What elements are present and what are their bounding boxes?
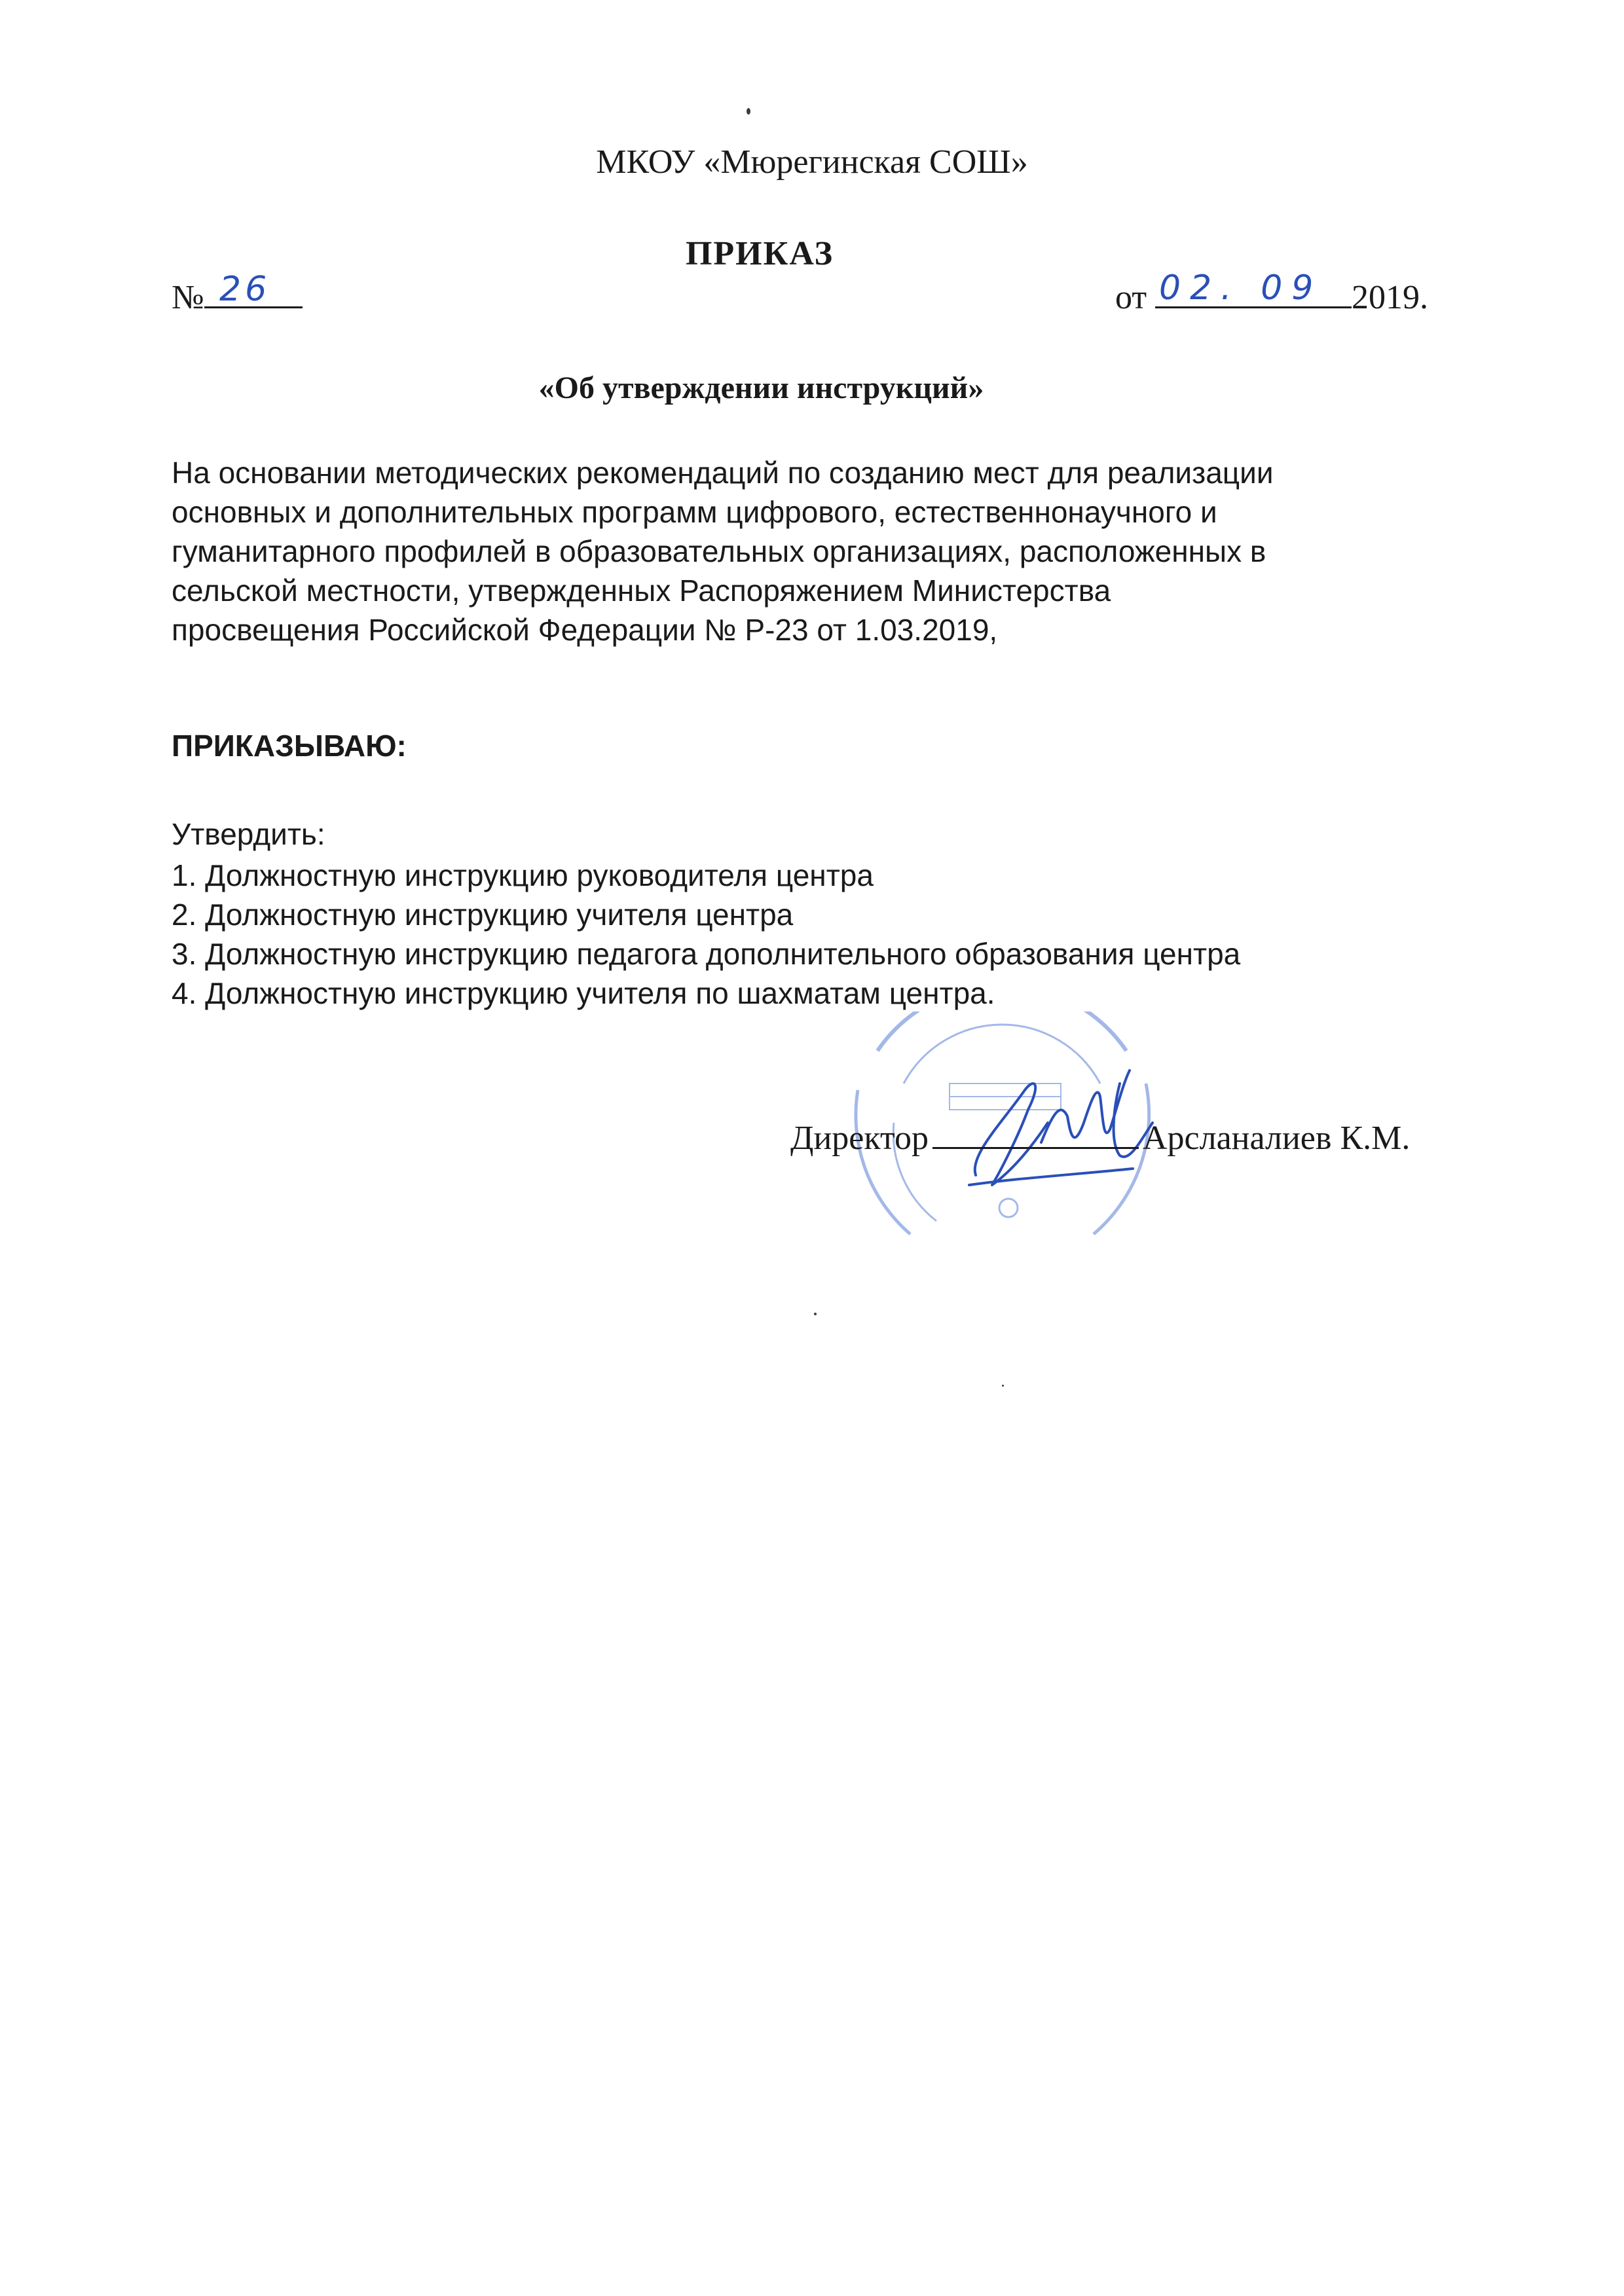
- approved-items-list: [172, 856, 1240, 1013]
- list-item: 2. Должностную инструкцию учителя центра: [172, 898, 794, 932]
- date-year: 2019.: [1352, 279, 1429, 316]
- preamble-paragraph: [172, 453, 1481, 649]
- list-item: 1. Должностную инструкцию руководителя центра: [172, 858, 874, 892]
- director-position: Директор: [790, 1120, 929, 1157]
- preamble-line: сельской местности, утвержденных Распоряжением Министерства: [172, 574, 1111, 608]
- preamble-line: основных и дополнительных программ цифрового, естественнонаучного и: [172, 495, 1217, 529]
- signature-line: [790, 1114, 1410, 1157]
- list-item: 4. Должностную инструкцию учителя по шахматам центра.: [172, 976, 995, 1010]
- scan-speck: [1002, 1385, 1004, 1387]
- order-directive: ПРИКАЗЫВАЮ:: [172, 729, 407, 763]
- scan-speck: [747, 108, 750, 115]
- preamble-line: просвещения Российской Федерации № Р-23 от 1.03.2019,: [172, 613, 998, 647]
- approve-label: Утвердить:: [172, 817, 325, 851]
- preamble-line: гуманитарного профилей в образовательных организациях, расположенных в: [172, 534, 1266, 568]
- scan-speck: [814, 1313, 817, 1315]
- preamble-line: На основании методических рекомендаций по созданию мест для реализации: [172, 456, 1274, 490]
- number-prefix: №: [172, 279, 204, 316]
- order-number-handwritten: 26: [219, 270, 271, 309]
- order-date-handwritten: 02. 09: [1159, 268, 1323, 308]
- signature-blank: [932, 1114, 1139, 1149]
- list-item: 3. Должностную инструкцию педагога дополнительного образования центра: [172, 937, 1241, 971]
- director-name: Арсланалиев К.М.: [1143, 1120, 1411, 1157]
- organization-name: МКОУ «Мюрегинская СОШ»: [596, 143, 1028, 181]
- date-prefix: от: [1115, 279, 1147, 316]
- document-title: ПРИКАЗ: [685, 235, 834, 272]
- order-subject: «Об утверждении инструкций»: [538, 371, 984, 405]
